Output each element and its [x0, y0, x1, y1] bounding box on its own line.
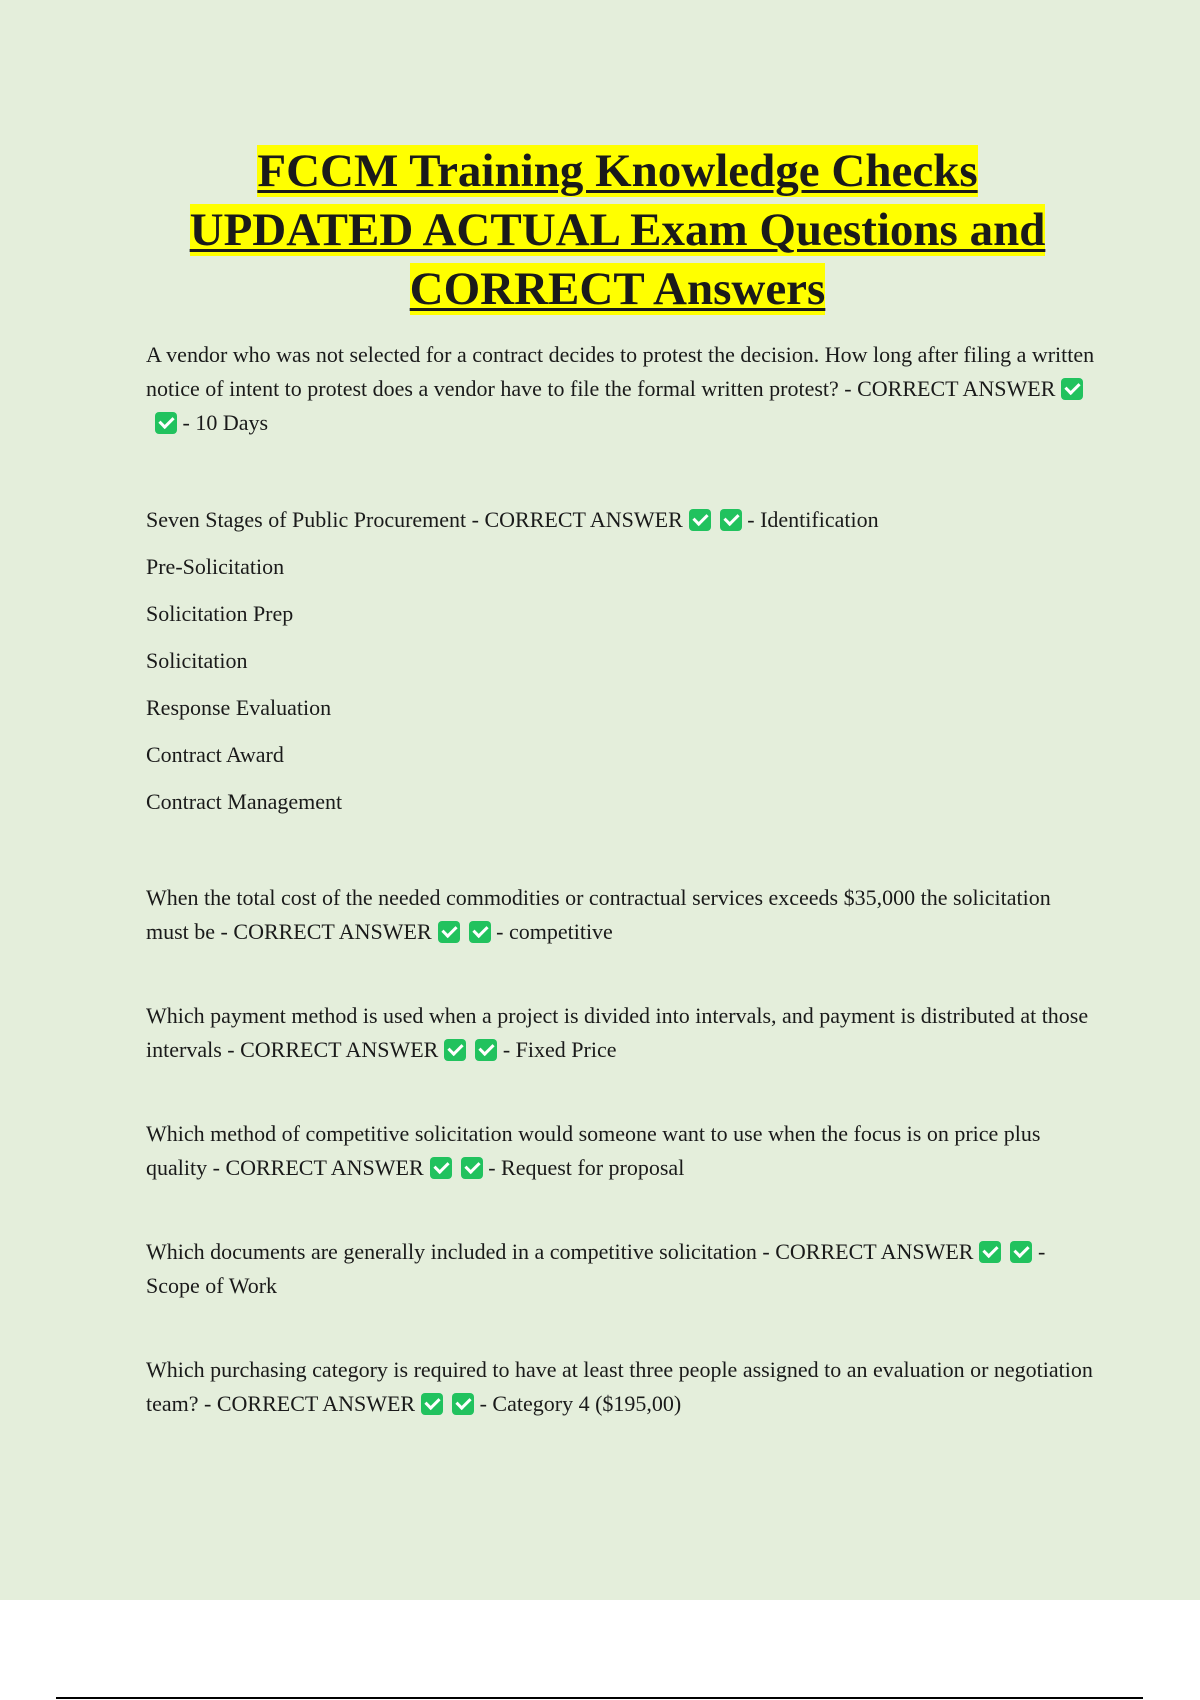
title-line-3: CORRECT Answers	[409, 263, 826, 315]
qa-item	[146, 338, 1096, 440]
stage-item: Response Evaluation	[146, 695, 332, 720]
answer-text: - Category 4 ($195,00)	[479, 1391, 682, 1416]
check-icon	[469, 921, 491, 943]
check-icon	[475, 1039, 497, 1061]
question-text: When the total cost of the needed commodities or contractual services exceeds $35,000 the solicitation must be -	[146, 885, 1051, 944]
stage-item: Solicitation	[146, 648, 248, 673]
correct-answer-label: CORRECT ANSWER	[233, 919, 432, 944]
question-text: Seven Stages of Public Procurement -	[146, 507, 479, 532]
footer-divider	[56, 1697, 1143, 1699]
question-text: Which documents are generally included in a competitive solicitation -	[146, 1239, 770, 1264]
check-icon	[452, 1393, 474, 1415]
answer-text: - competitive	[496, 919, 613, 944]
check-icon	[421, 1393, 443, 1415]
qa-item	[146, 881, 1096, 949]
title-line-2: UPDATED ACTUAL Exam Questions and	[189, 204, 1046, 256]
check-icon	[461, 1157, 483, 1179]
check-icon	[1061, 378, 1083, 400]
qa-item	[146, 1353, 1096, 1421]
question-text: Which payment method is used when a project is divided into intervals, and payment is distributed at those intervals -	[146, 1003, 1089, 1062]
qa-item	[146, 999, 1096, 1067]
answer-text: - Identification	[747, 507, 879, 532]
correct-answer-label: CORRECT ANSWER	[484, 507, 683, 532]
stage-item: Contract Award	[146, 742, 284, 767]
check-icon	[689, 509, 711, 531]
answer-text: - Request for proposal	[488, 1155, 685, 1180]
answer-text: - 10 Days	[182, 410, 269, 435]
correct-answer-label: CORRECT ANSWER	[240, 1037, 439, 1062]
stage-item: Contract Management	[146, 789, 343, 814]
document-title	[90, 142, 1145, 319]
check-icon	[979, 1241, 1001, 1263]
qa-list	[146, 338, 1096, 1421]
check-icon	[444, 1039, 466, 1061]
check-icon	[430, 1157, 452, 1179]
check-icon	[1010, 1241, 1032, 1263]
qa-item	[146, 496, 1096, 825]
qa-item	[146, 1235, 1096, 1303]
correct-answer-label: CORRECT ANSWER	[857, 376, 1056, 401]
check-icon	[438, 921, 460, 943]
answer-text: - Scope of Work	[146, 1239, 1046, 1298]
question-text: A vendor who was not selected for a contract decides to protest the decision. How long after filing a written notice of intent to protest does a vendor have to file the formal written protest? -	[146, 342, 1095, 401]
stage-item: Solicitation Prep	[146, 601, 294, 626]
question-text: Which method of competitive solicitation would someone want to use when the focus is on price plus quality -	[146, 1121, 1041, 1180]
check-icon	[155, 412, 177, 434]
qa-item	[146, 1117, 1096, 1185]
correct-answer-label: CORRECT ANSWER	[225, 1155, 424, 1180]
correct-answer-label: CORRECT ANSWER	[216, 1391, 416, 1416]
check-icon	[720, 509, 742, 531]
answer-text: - Fixed Price	[502, 1037, 617, 1062]
stage-item: Pre-Solicitation	[146, 554, 285, 579]
correct-answer-label: CORRECT ANSWER	[775, 1239, 974, 1264]
question-text: Which purchasing category is required to have at least three people assigned to an evaluation or negotiation team? -	[146, 1357, 1093, 1416]
title-line-1: FCCM Training Knowledge Checks	[257, 145, 978, 197]
